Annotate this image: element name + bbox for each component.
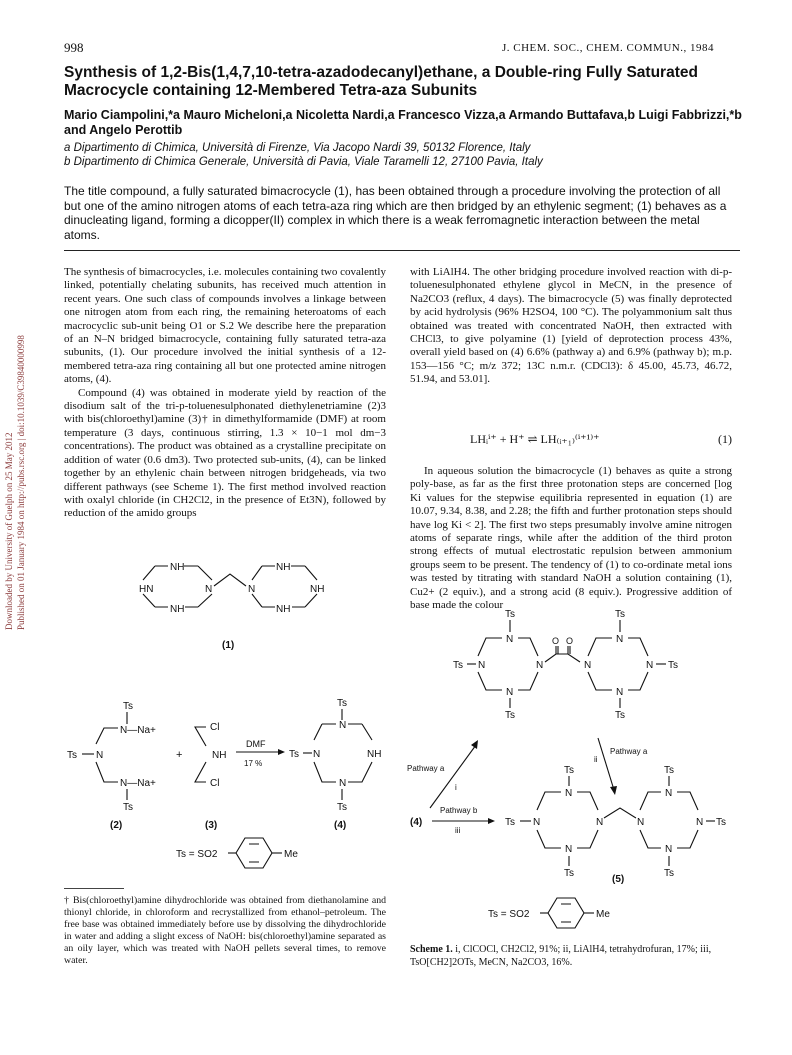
nh-label: NH — [310, 584, 325, 595]
watermark-line-2: Published on 01 January 1984 on http://pubs.rsc.org | doi:10.1039/C39840000998 — [16, 335, 26, 630]
n-label: N — [616, 687, 624, 698]
footnote: † Bis(chloroethyl)amine dihydrochloride was obtained from diethanolamine and thionyl chloride, in chloroform and recrystallized from ethanol–petroleum. The free base was obtained immediately before use by dissolving the dihydrochloride in water and adding a slight excess of NaOH: bis(chloroethyl)amine separated as an oily layer, which was treated with NaOH pellets several times, to remove water. — [64, 895, 386, 966]
ts-label: Ts — [505, 817, 515, 828]
n-label: N — [637, 817, 645, 828]
ts-label: Ts — [615, 710, 625, 721]
o-label: O — [566, 636, 574, 646]
ts-label: Ts — [564, 765, 574, 776]
abstract: The title compound, a fully saturated bimacrocycle (1), has been obtained through a procedure involving the protection of all but one of the amino nitrogen atoms of each tetra-aza ring which are then bridged by an ethylenic segment; (1) behaves as a dinucleating ligand, forming a dicopper(II) complex in which there is a weak ferromagnetic interaction between the metal atoms. — [64, 184, 727, 242]
compound-label-3: (3) — [205, 820, 218, 831]
structure-compound-1 — [139, 562, 324, 651]
ts-label: Ts — [337, 698, 347, 709]
nh-label: NH — [170, 604, 185, 615]
compound-label-2: (2) — [110, 820, 123, 831]
hn-label: HN — [139, 584, 154, 595]
affiliation-b: b Dipartimento di Chimica Generale, Università di Pavia, Viale Taramelli 12, 27100 Pavia, Italy — [64, 156, 543, 168]
n-label: N — [596, 817, 604, 828]
ts-label: Ts — [664, 868, 674, 879]
n-label: N — [665, 788, 673, 799]
plus-sign: + — [176, 749, 183, 761]
footnote-rule — [64, 888, 124, 889]
ts-label: Ts — [564, 868, 574, 879]
ts-label: Ts — [67, 750, 77, 761]
paragraph: The synthesis of bimacrocycles, i.e. molecules containing two covalently linked, potentially chelating subunits, has received much attention in recent years. One such class of compounds involves a linkage between one nitrogen atom from each ring, the remaining heteroatoms of each macrocyclic sub-unit being O1 or S.2 We describe here the preparation of an N–N bridged bimacrocycle, containing fully saturated tetra-aza subunits, (1). Our procedure involved the initial synthesis of a 12-membered tetra-aza ring containing all but one protected amine nitrogen atoms, (4). — [64, 266, 386, 386]
cl-label: Cl — [210, 778, 220, 789]
equation-text: LHᵢⁱ⁺ + H⁺ ⇌ LH₍ᵢ₊₁₎⁽ⁱ⁺¹⁾⁺ — [470, 432, 600, 446]
step-iii-label: iii — [455, 826, 461, 835]
compound-label-1: (1) — [222, 640, 235, 651]
na-label: N—Na+ — [120, 778, 156, 789]
ts-definition-left — [176, 838, 298, 868]
pathway-a-label: Pathway a — [610, 747, 648, 756]
n-label: N — [248, 584, 256, 595]
ts-label: Ts — [337, 802, 347, 813]
n-label: N — [313, 749, 321, 760]
ts-label: Ts — [289, 749, 299, 760]
equation-number: (1) — [718, 432, 732, 446]
compound-label-5: (5) — [612, 874, 625, 885]
n-label: N — [205, 584, 213, 595]
n-label: N — [616, 634, 624, 645]
nh-label: NH — [276, 604, 291, 615]
article-title: Synthesis of 1,2-Bis(1,4,7,10-tetra-azadodecanyl)ethane, a Double-ring Fully Saturated Macrocycle containing 12-Membered Tetra-aza Subunits — [64, 64, 698, 99]
n-label: N — [565, 788, 573, 799]
paragraph: In aqueous solution the bimacrocycle (1) behaves as quite a strong poly-base, as far as the first three protonation steps are concerned [log Ki values for the stepwise equilibria represented in equation (1) are 10.07, 9.34, 8.38, and 2.28; the fifth and further protonation steps should have log Ki < 2]. The first two steps presumably involve amine nitrogen atoms of separate rings, while after the addition of the third proton strong effects of mutual electrostatic repulsion between ammonium groups seem to be present. The tendency of (1) to co-ordinate metal ions was tested by titrating with standard NaOH a solution containing (1), Cu2+ (2 equiv.), and a strong acid (8 equiv.). Progressive addition of base made the colour — [410, 465, 732, 612]
compound-label-4: (4) — [410, 817, 423, 828]
structure-compound-3 — [195, 722, 226, 831]
n-label: N — [533, 817, 541, 828]
n-label: N — [339, 720, 347, 731]
caption-label: Scheme 1. — [410, 944, 453, 955]
ts-label: Ts — [664, 765, 674, 776]
affiliation-a: a Dipartimento di Chimica, Università di Firenze, Via Jacopo Nardi 39, 50132 Florence, Italy — [64, 142, 531, 154]
pathway-b-label: Pathway b — [440, 806, 478, 815]
structure-compound-5 — [505, 765, 726, 885]
ts-def-label: Ts = SO2 — [176, 849, 218, 860]
n-label: N — [665, 844, 673, 855]
nh-label: NH — [367, 749, 382, 760]
caption-text: i, ClCOCl, CH2Cl2, 91%; ii, LiAlH4, tetrahydrofuran, 17%; iii, TsO[CH2]2OTs, MeCN, Na2CO3, 16%. — [410, 944, 712, 968]
n-label: N — [565, 844, 573, 855]
ts-label: Ts — [123, 802, 133, 813]
n-label: N — [646, 660, 654, 671]
ts-label: Ts — [668, 660, 678, 671]
o-label: O — [552, 636, 560, 646]
paragraph: Compound (4) was obtained in moderate yield by reaction of the disodium salt of the tri-p-toluenesulphonated diethylenetriamine (2)3 with bis(chloroethyl)amine (3)† in dimethylformamide (DMF) at room temperature (3 days, continuous stirring, 1.3 × 10−1 mol dm−3 concentrations). The product was obtained as a crystalline precipitate on addition of water (0.6 dm3). Two protected sub-units, (4), can be linked together by an ethylenic chain between nitrogen bridgeheads, via two different pathways (see Scheme 1). The first method involved reaction with oxalyl chloride (in CH2Cl2, in the presence of Et3N), followed by reduction of the amido groups — [64, 386, 386, 520]
journal-header: J. CHEM. SOC., CHEM. COMMUN., 1984 — [502, 42, 714, 54]
n-label: N — [339, 778, 347, 789]
step-ii-label: ii — [594, 755, 598, 764]
ts-label: Ts — [505, 609, 515, 620]
ts-label: Ts — [716, 817, 726, 828]
ts-label: Ts — [453, 660, 463, 671]
dmf-label: DMF — [246, 739, 266, 749]
cl-label: Cl — [210, 722, 220, 733]
ts-def-label: Ts = SO2 — [488, 909, 530, 920]
n-label: N — [506, 634, 514, 645]
pathway-a-label: Pathway a — [407, 764, 445, 773]
ts-definition-right — [488, 898, 610, 928]
structure-compound-2 — [67, 701, 156, 831]
author-list: Mario Ciampolini,*a Mauro Micheloni,a Nicoletta Nardi,a Francesco Vizza,a Armando Buttafava,b Luigi Fabbrizzi,*b and Angelo Perottib — [64, 108, 742, 137]
nh-label: NH — [276, 562, 291, 573]
n-label: N — [536, 660, 544, 671]
structure-bisamide — [453, 609, 678, 721]
compound-label-4: (4) — [334, 820, 347, 831]
structure-compound-4 — [289, 698, 381, 831]
me-label: Me — [284, 849, 298, 860]
right-column-top: with LiAlH4. The other bridging procedure involved reaction with di-p-toluenesulphonated ethylene glycol in MeCN, in the presence of Na2CO3 (reflux, 4 days). The bimacrocycle (5) was finally deprotected by acid hydrolysis (96% H2SO4, 100 °C). The polyammonium salt thus obtained was treated with concentrated NaOH, then extracted with CHCl3, to give polyamine (1) [yield of deprotection process 43%, overall yield based on (4) 6.6% (pathway a) and 6.9% (pathway b); m.p. 153—156 °C; m/z 372; 13C n.m.r. (CDCl3): δ 45.00, 45.73, 46.72, 51.94, and 53.01]. — [410, 266, 732, 386]
me-label: Me — [596, 909, 610, 920]
n-label: N — [478, 660, 486, 671]
n-label: N — [96, 750, 104, 761]
nh-label: NH — [212, 750, 227, 761]
watermark-line-1: Downloaded by University of Guelph on 25 May 2012 — [4, 432, 14, 630]
na-label: N—Na+ — [120, 725, 156, 736]
page-number: 998 — [64, 40, 84, 55]
scheme-caption — [410, 944, 736, 969]
step-i-label: i — [455, 783, 457, 792]
yield-label: 17 % — [244, 759, 263, 768]
n-label: N — [584, 660, 592, 671]
ts-label: Ts — [615, 609, 625, 620]
ts-label: Ts — [123, 701, 133, 712]
n-label: N — [506, 687, 514, 698]
ts-label: Ts — [505, 710, 515, 721]
nh-label: NH — [170, 562, 185, 573]
n-label: N — [696, 817, 704, 828]
